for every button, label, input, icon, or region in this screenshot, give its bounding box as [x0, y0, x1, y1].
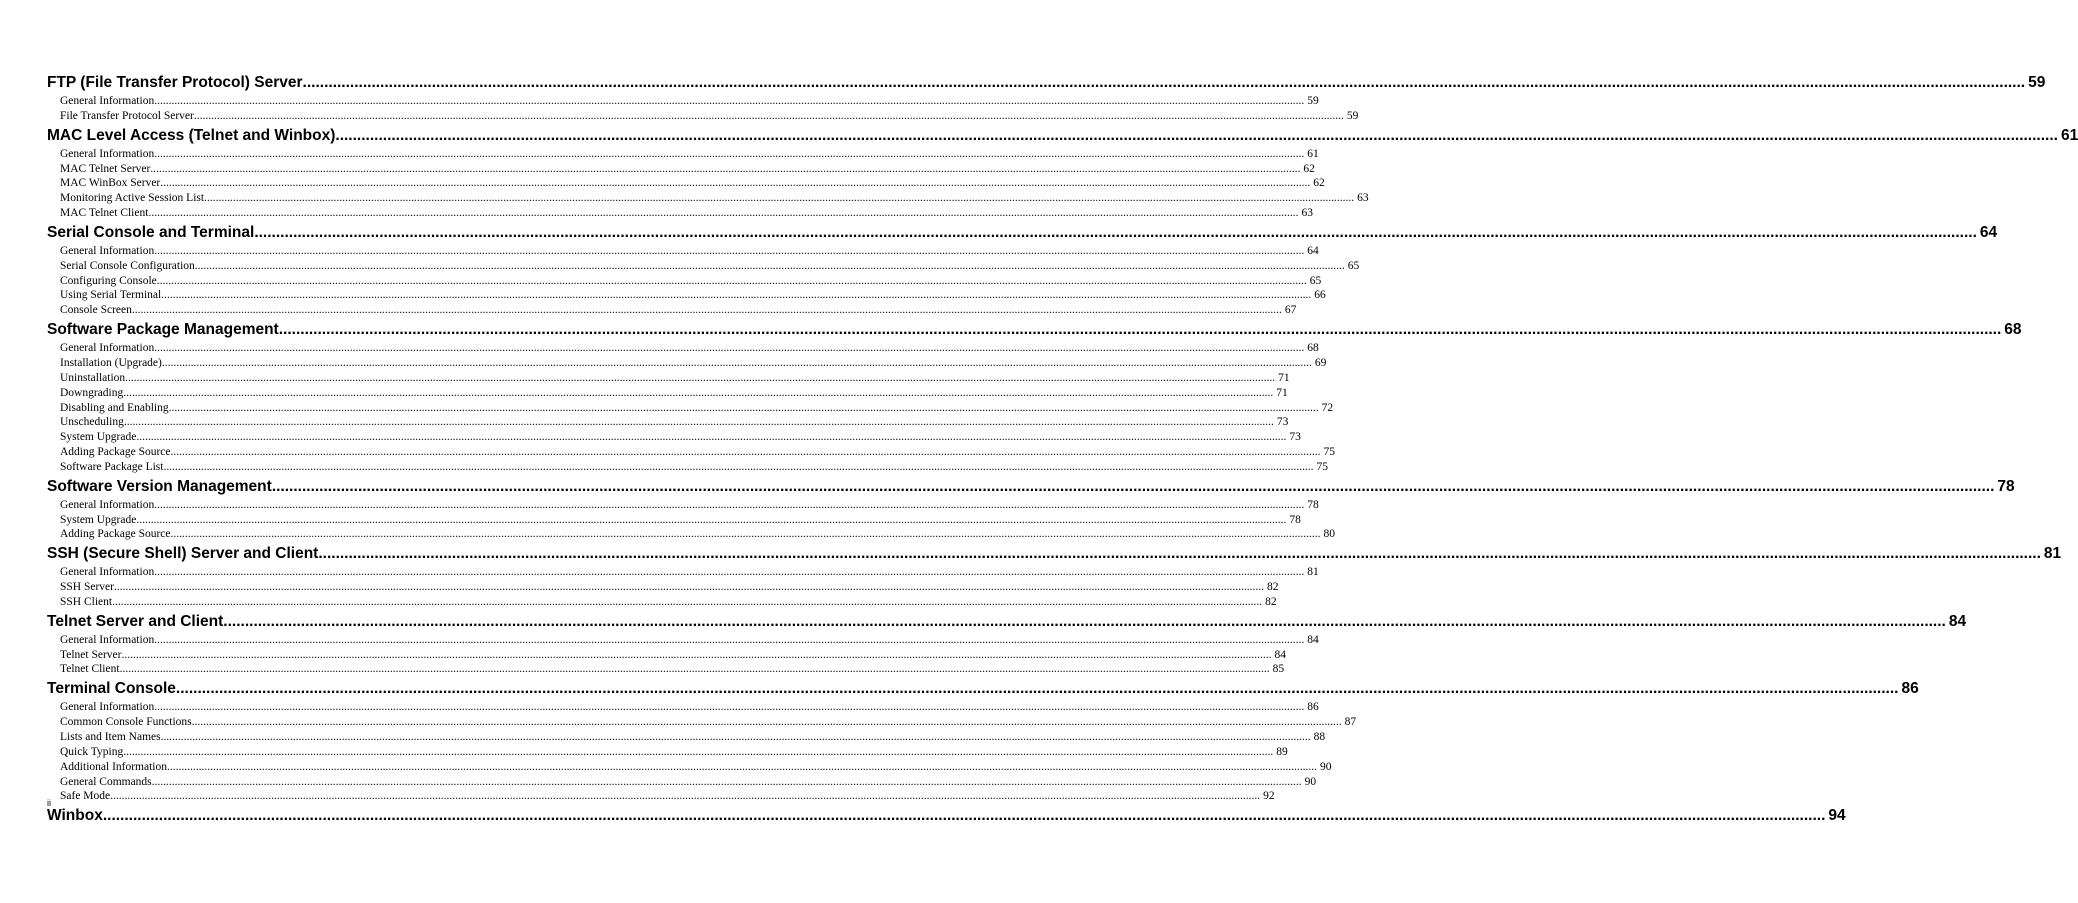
toc-leader-dots: ................................................................................................................................................................................................................................................................................................................................................................................................................ — [161, 289, 1312, 302]
toc-subsection-entry[interactable] — [47, 775, 1317, 790]
toc-subsection-entry[interactable] — [47, 109, 1359, 124]
toc-section-title: FTP (File Transfer Protocol) Server — [47, 74, 303, 91]
toc-subsection-page: 64 — [1307, 244, 1319, 257]
toc-subsection-title: General Information — [60, 342, 155, 355]
toc-subsection-page: 66 — [1314, 289, 1326, 302]
toc-subsection-title: Common Console Functions — [60, 716, 192, 729]
toc-leader-dots: ................................................................................................................................................................................................................................................................................................................................................................................................................ — [161, 356, 1312, 369]
toc-subsection-entry[interactable] — [47, 259, 1360, 274]
toc-subsection-entry[interactable] — [47, 745, 1288, 760]
toc-subsection-page: 59 — [1307, 95, 1319, 107]
toc-subsection-title: Console Screen — [60, 304, 132, 317]
toc-section-title: MAC Level Access (Telnet and Winbox) — [47, 126, 336, 144]
toc-subsection-entry[interactable] — [47, 191, 1369, 206]
toc-subsection-title: Additional Information — [60, 760, 167, 773]
toc-section-title: Telnet Server and Client — [47, 612, 224, 630]
toc-subsection-page: 62 — [1313, 177, 1325, 190]
toc-subsection-title: Using Serial Terminal — [60, 289, 162, 302]
toc-subsection-page: 84 — [1307, 633, 1319, 646]
toc-subsection-page: 69 — [1314, 356, 1327, 369]
toc-subsection-page: 84 — [1274, 648, 1286, 661]
toc-subsection-entry[interactable] — [47, 415, 1289, 430]
toc-subsection-page: 73 — [1289, 431, 1301, 444]
toc-subsection-page: 92 — [1263, 790, 1275, 803]
toc-section-title: Software Package Management — [47, 321, 279, 339]
toc-subsection-page: 87 — [1344, 716, 1357, 729]
toc-leader-dots: ................................................................................................................................................................................................................................................................................................................................................................................................................ — [271, 477, 1995, 495]
toc-leader-dots: ................................................................................................................................................................................................................................................................................................................................................................................................................ — [136, 431, 1287, 444]
toc-subsection-entry[interactable] — [47, 371, 1290, 386]
toc-leader-dots: ................................................................................................................................................................................................................................................................................................................................................................................................................ — [168, 401, 1319, 414]
toc-subsection-title: Safe Mode — [60, 790, 111, 803]
toc-leader-dots: ................................................................................................................................................................................................................................................................................................................................................................................................................ — [160, 731, 1311, 743]
page-number: ii — [47, 798, 51, 808]
toc-subsection-title: Unscheduling — [60, 416, 124, 429]
toc-subsection-page: 82 — [1265, 595, 1277, 608]
toc-subsection-page: 80 — [1323, 528, 1335, 541]
toc-subsection-entry[interactable] — [47, 341, 1319, 356]
toc-subsection-entry[interactable] — [47, 565, 1319, 580]
toc-subsection-title: General Information — [60, 566, 155, 579]
toc-subsection-title: MAC WinBox Server — [60, 177, 161, 190]
toc-subsection-page: 67 — [1284, 304, 1297, 317]
toc-leader-dots: ................................................................................................................................................................................................................................................................................................................................................................................................................ — [119, 663, 1270, 676]
toc-leader-dots: ................................................................................................................................................................................................................................................................................................................................................................................................................ — [102, 807, 1826, 825]
toc-subsection-page: 61 — [1307, 147, 1319, 160]
toc-leader-dots: ................................................................................................................................................................................................................................................................................................................................................................................................................ — [150, 162, 1301, 175]
toc-subsection-page: 73 — [1276, 416, 1289, 429]
toc-subsection-entry[interactable] — [47, 430, 1301, 445]
toc-subsection-page: 78 — [1289, 513, 1301, 526]
toc-leader-dots: ................................................................................................................................................................................................................................................................................................................................................................................................................ — [154, 633, 1305, 646]
toc-leader-dots: ................................................................................................................................................................................................................................................................................................................................................................................................................ — [123, 416, 1274, 429]
toc-leader-dots: ................................................................................................................................................................................................................................................................................................................................................................................................................ — [223, 612, 1946, 630]
toc-subsection-entry[interactable] — [47, 147, 1319, 162]
toc-subsection-page: 81 — [1307, 566, 1319, 579]
toc-subsection-entry[interactable] — [47, 176, 1325, 191]
toc-subsection-page: 89 — [1276, 745, 1288, 758]
toc-leader-dots: ................................................................................................................................................................................................................................................................................................................................................................................................................ — [278, 321, 2002, 339]
toc-section-page: 59 — [2028, 74, 2046, 91]
toc-leader-dots: ................................................................................................................................................................................................................................................................................................................................................................................................................ — [204, 192, 1355, 205]
toc-subsection-title: Lists and Item Names — [60, 731, 161, 743]
toc-leader-dots: ................................................................................................................................................................................................................................................................................................................................................................................................................ — [123, 386, 1274, 399]
toc-subsection-page: 68 — [1307, 342, 1319, 355]
toc-leader-dots: ................................................................................................................................................................................................................................................................................................................................................................................................................ — [170, 528, 1321, 541]
toc-subsection-entry[interactable] — [47, 274, 1322, 289]
toc-leader-dots: ................................................................................................................................................................................................................................................................................................................................................................................................................ — [125, 371, 1276, 384]
toc-leader-dots: ................................................................................................................................................................................................................................................................................................................................................................................................................ — [193, 109, 1344, 122]
toc-section-page: 61 — [2060, 126, 2078, 144]
toc-section-entry[interactable] — [47, 804, 1846, 827]
toc-leader-dots: ................................................................................................................................................................................................................................................................................................................................................................................................................ — [136, 513, 1287, 526]
toc-subsection-page: 71 — [1278, 371, 1290, 384]
toc-subsection-entry[interactable] — [47, 595, 1277, 610]
toc-subsection-title: SSH Server — [60, 581, 114, 594]
toc-leader-dots: ................................................................................................................................................................................................................................................................................................................................................................................................................ — [154, 95, 1305, 107]
toc-subsection-title: Serial Console Configuration — [60, 259, 195, 272]
toc-subsection-entry[interactable] — [47, 288, 1326, 303]
toc-leader-dots: ................................................................................................................................................................................................................................................................................................................................................................................................................ — [121, 648, 1272, 661]
toc-section-entry[interactable] — [47, 542, 2062, 565]
toc-section-title: Serial Console and Terminal — [47, 223, 255, 241]
toc-leader-dots: ................................................................................................................................................................................................................................................................................................................................................................................................................ — [148, 207, 1299, 220]
toc-subsection-page: 75 — [1316, 460, 1328, 473]
toc-subsection-page: 75 — [1323, 446, 1335, 459]
toc-subsection-title: SSH Client — [60, 595, 113, 608]
toc-leader-dots: ................................................................................................................................................................................................................................................................................................................................................................................................................ — [110, 790, 1261, 803]
toc-leader-dots: ................................................................................................................................................................................................................................................................................................................................................................................................................ — [154, 342, 1305, 355]
toc-subsection-page: 65 — [1309, 274, 1322, 287]
toc-subsection-page: 82 — [1267, 581, 1279, 594]
toc-leader-dots: ................................................................................................................................................................................................................................................................................................................................................................................................................ — [114, 581, 1264, 594]
toc-subsection-title: General Information — [60, 95, 155, 107]
toc-subsection-entry[interactable] — [47, 445, 1335, 460]
toc-subsection-title: Telnet Server — [60, 648, 122, 661]
toc-subsection-title: System Upgrade — [60, 513, 137, 526]
toc-leader-dots: ................................................................................................................................................................................................................................................................................................................................................................................................................ — [154, 701, 1305, 714]
toc-leader-dots: ................................................................................................................................................................................................................................................................................................................................................................................................................ — [154, 498, 1305, 511]
toc-section-page: 64 — [1979, 223, 1998, 241]
toc-subsection-title: General Information — [60, 147, 155, 160]
table-of-contents — [47, 71, 2078, 827]
toc-subsection-page: 90 — [1320, 760, 1332, 773]
toc-subsection-page: 78 — [1307, 498, 1319, 511]
toc-leader-dots: ................................................................................................................................................................................................................................................................................................................................................................................................................ — [254, 223, 1977, 241]
toc-subsection-entry[interactable] — [47, 715, 1357, 730]
toc-subsection-entry[interactable] — [47, 662, 1285, 677]
toc-subsection-title: General Information — [60, 701, 155, 714]
toc-subsection-page: 63 — [1357, 192, 1369, 205]
toc-subsection-page: 88 — [1313, 731, 1326, 743]
toc-subsection-entry[interactable] — [47, 700, 1319, 715]
toc-subsection-title: Telnet Client — [60, 663, 120, 676]
toc-subsection-page: 65 — [1347, 259, 1360, 272]
toc-subsection-title: System Upgrade — [60, 431, 137, 444]
toc-subsection-title: Software Package List — [60, 460, 164, 473]
toc-leader-dots: ................................................................................................................................................................................................................................................................................................................................................................................................................ — [160, 177, 1311, 190]
toc-subsection-title: General Information — [60, 244, 155, 257]
toc-subsection-entry[interactable] — [47, 386, 1288, 401]
toc-leader-dots: ................................................................................................................................................................................................................................................................................................................................................................................................................ — [154, 147, 1305, 160]
toc-subsection-title: Monitoring Active Session List — [60, 192, 205, 205]
toc-section-entry[interactable] — [47, 71, 2046, 94]
toc-leader-dots: ................................................................................................................................................................................................................................................................................................................................................................................................................ — [112, 595, 1263, 608]
toc-leader-dots: ................................................................................................................................................................................................................................................................................................................................................................................................................ — [163, 460, 1314, 473]
toc-subsection-title: MAC Telnet Client — [60, 207, 149, 220]
toc-subsection-entry[interactable] — [47, 498, 1319, 513]
toc-section-entry[interactable] — [47, 124, 2078, 147]
toc-subsection-title: Adding Package Source — [60, 446, 171, 459]
toc-subsection-page: 72 — [1321, 401, 1334, 414]
toc-leader-dots: ................................................................................................................................................................................................................................................................................................................................................................................................................ — [302, 74, 2026, 91]
toc-subsection-title: General Information — [60, 498, 155, 511]
toc-subsection-entry[interactable] — [47, 460, 1328, 475]
toc-subsection-title: General Commands — [60, 775, 152, 788]
toc-subsection-entry[interactable] — [47, 789, 1275, 804]
toc-subsection-title: Adding Package Source — [60, 528, 171, 541]
toc-subsection-entry[interactable] — [47, 513, 1301, 528]
toc-leader-dots: ................................................................................................................................................................................................................................................................................................................................................................................................................ — [318, 545, 2041, 563]
toc-section-page: 84 — [1948, 612, 1967, 630]
toc-subsection-title: MAC Telnet Server — [60, 162, 151, 175]
toc-leader-dots: ................................................................................................................................................................................................................................................................................................................................................................................................................ — [151, 775, 1302, 788]
toc-subsection-entry[interactable] — [47, 580, 1279, 595]
toc-section-page: 86 — [1901, 680, 1919, 698]
toc-subsection-entry[interactable] — [47, 206, 1313, 221]
toc-subsection-entry[interactable] — [47, 94, 1319, 109]
toc-subsection-entry[interactable] — [47, 303, 1297, 318]
toc-subsection-page: 62 — [1303, 162, 1315, 175]
toc-subsection-entry[interactable] — [47, 760, 1332, 775]
toc-leader-dots: ................................................................................................................................................................................................................................................................................................................................................................................................................ — [175, 680, 1899, 698]
toc-subsection-entry[interactable] — [47, 527, 1335, 542]
toc-section-entry[interactable] — [47, 221, 1998, 244]
toc-subsection-entry[interactable] — [47, 162, 1315, 177]
toc-section-title: SSH (Secure Shell) Server and Client — [47, 545, 319, 563]
toc-subsection-page: 90 — [1304, 775, 1317, 788]
toc-subsection-page: 63 — [1301, 207, 1313, 220]
toc-subsection-entry[interactable] — [47, 730, 1326, 745]
toc-section-title: Winbox — [47, 807, 103, 825]
toc-subsection-title: Disabling and Enabling — [60, 401, 169, 414]
toc-section-page: 68 — [2004, 321, 2022, 339]
toc-subsection-title: Downgrading — [60, 386, 124, 399]
toc-leader-dots: ................................................................................................................................................................................................................................................................................................................................................................................................................ — [123, 745, 1274, 758]
toc-subsection-title: Installation (Upgrade) — [60, 356, 162, 369]
toc-leader-dots: ................................................................................................................................................................................................................................................................................................................................................................................................................ — [194, 259, 1345, 272]
toc-subsection-page: 86 — [1307, 701, 1319, 714]
toc-subsection-title: Configuring Console — [60, 274, 157, 287]
toc-leader-dots: ................................................................................................................................................................................................................................................................................................................................................................................................................ — [154, 566, 1305, 579]
toc-subsection-entry[interactable] — [47, 648, 1286, 663]
toc-leader-dots: ................................................................................................................................................................................................................................................................................................................................................................................................................ — [335, 126, 2058, 144]
toc-subsection-page: 71 — [1276, 386, 1288, 399]
toc-subsection-page: 59 — [1346, 109, 1359, 122]
toc-subsection-page: 85 — [1272, 663, 1285, 676]
toc-leader-dots: ................................................................................................................................................................................................................................................................................................................................................................................................................ — [191, 716, 1342, 729]
toc-subsection-entry[interactable] — [47, 244, 1319, 259]
toc-section-title: Software Version Management — [47, 477, 272, 495]
toc-subsection-entry[interactable] — [47, 356, 1327, 371]
toc-section-entry[interactable] — [47, 475, 2015, 498]
toc-subsection-title: Quick Typing — [60, 745, 124, 758]
toc-leader-dots: ................................................................................................................................................................................................................................................................................................................................................................................................................ — [131, 304, 1282, 317]
toc-section-page: 81 — [2043, 545, 2062, 563]
toc-section-entry[interactable] — [47, 610, 1967, 633]
toc-subsection-title: File Transfer Protocol Server — [60, 109, 194, 122]
toc-subsection-title: Uninstallation — [60, 371, 126, 384]
toc-section-page: 94 — [1828, 807, 1846, 825]
toc-section-entry[interactable] — [47, 677, 1919, 700]
toc-leader-dots: ................................................................................................................................................................................................................................................................................................................................................................................................................ — [170, 446, 1321, 459]
toc-section-title: Terminal Console — [47, 680, 176, 698]
toc-leader-dots: ................................................................................................................................................................................................................................................................................................................................................................................................................ — [167, 760, 1317, 773]
toc-subsection-title: General Information — [60, 633, 155, 646]
toc-leader-dots: ................................................................................................................................................................................................................................................................................................................................................................................................................ — [156, 274, 1307, 287]
toc-subsection-entry[interactable] — [47, 401, 1334, 416]
toc-leader-dots: ................................................................................................................................................................................................................................................................................................................................................................................................................ — [154, 244, 1305, 257]
toc-section-entry[interactable] — [47, 318, 2022, 341]
toc-section-page: 78 — [1997, 477, 2015, 495]
toc-subsection-entry[interactable] — [47, 633, 1319, 648]
